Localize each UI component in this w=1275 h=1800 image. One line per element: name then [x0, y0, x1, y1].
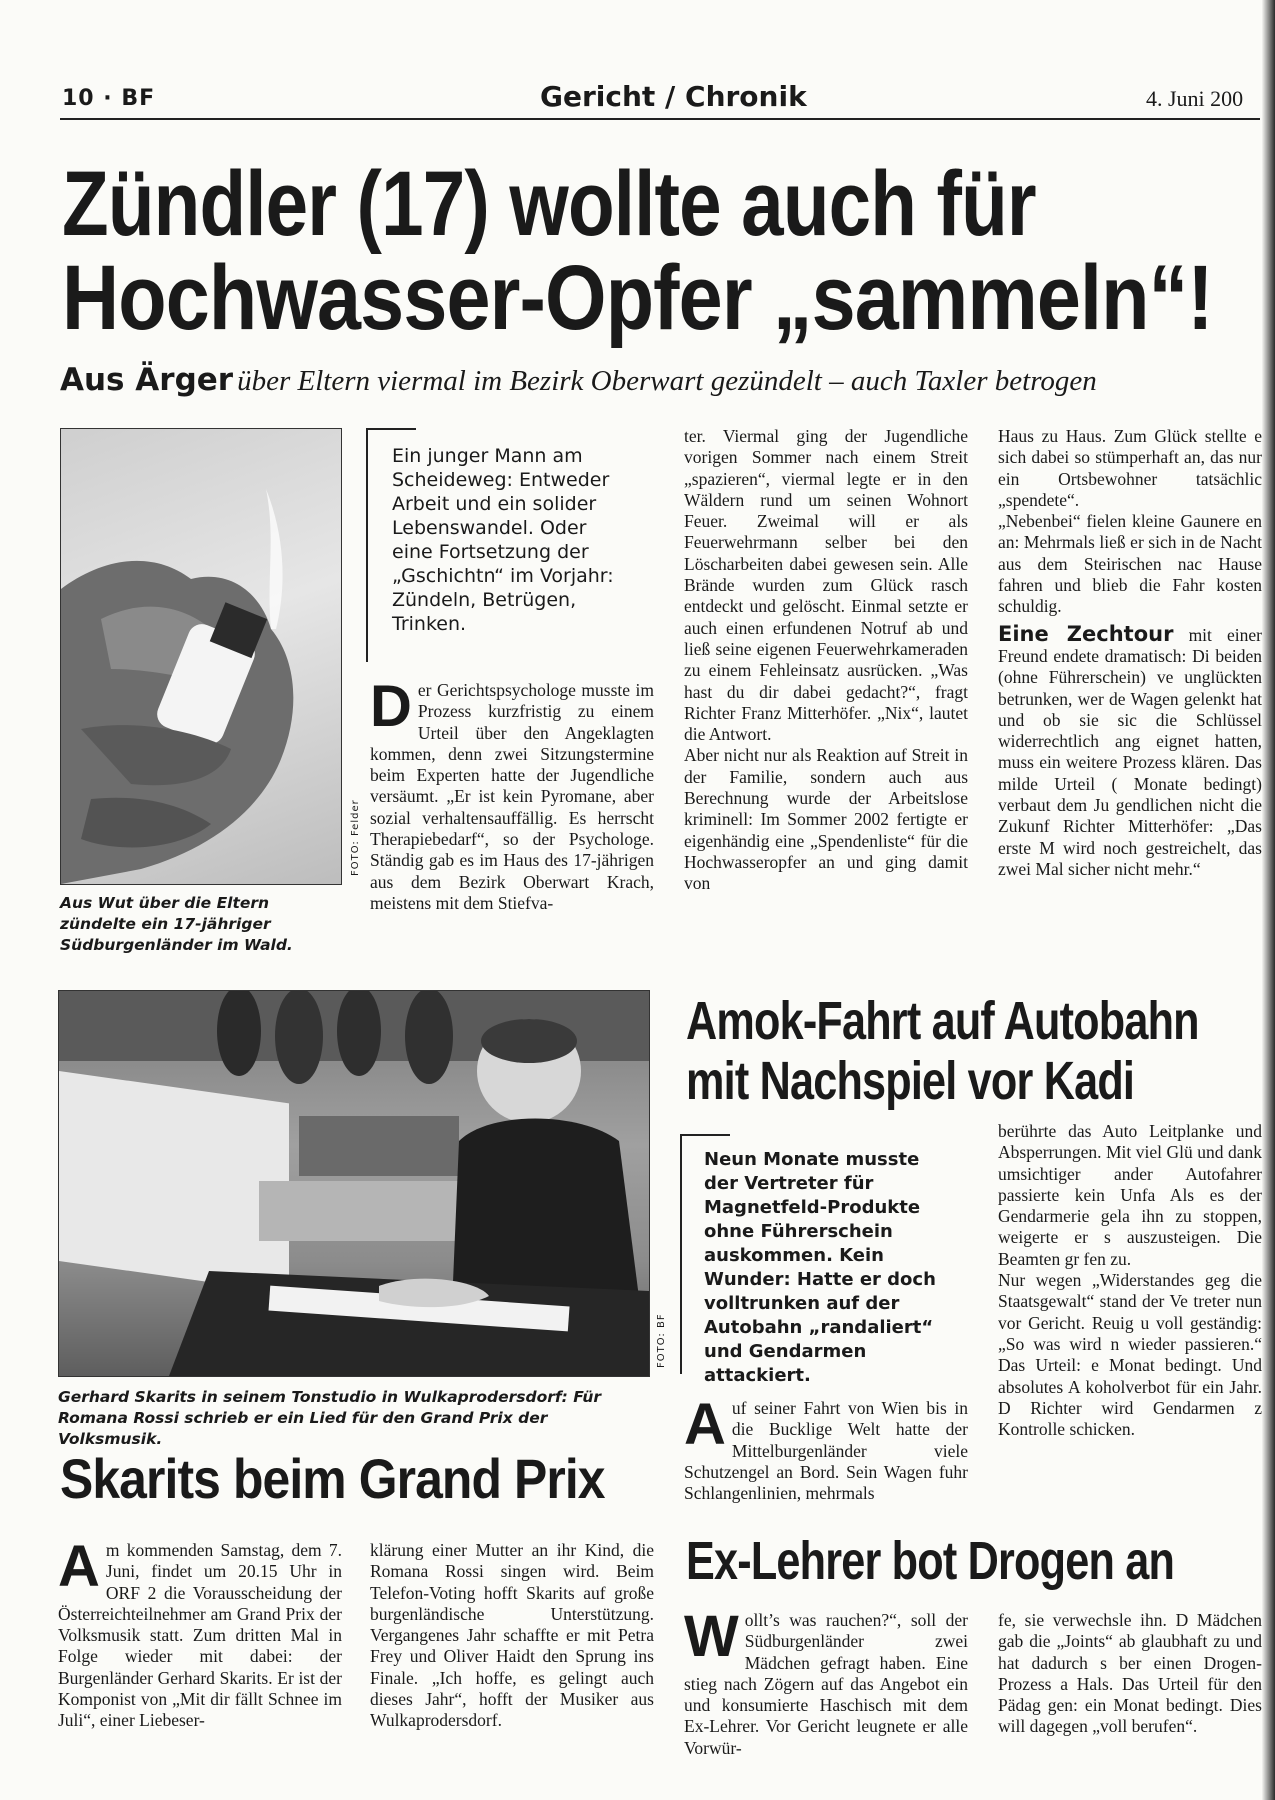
amok-col2-p2: Nur wegen „Widerstandes geg die Staatsgewalt“ stand der Ve treter nun vor Gericht. Reuig u voll geständig: „So was wird n wieder passieren.“ Das Urteil: e Monat bedingt. Und absolutes A koholverbot für ein Jahr. D Richter wird Gendarmen z Kontrolle schicken.: [998, 1270, 1262, 1440]
amok-body-col1: [684, 1392, 968, 1504]
subhead-text: über Eltern viermal im Bezirk Oberwart gezündelt – auch Taxler betrogen: [237, 365, 1097, 397]
main-col3-p3: [998, 621, 1262, 881]
skarits-col2-text: klärung einer Mutter an ihr Kind, die Romana Rossi singen wird. Beim Telefon-Voting hofft Skarits auf große burgenländische Unterstützung. Vergangenes Jahr schaffte er mit Petra Frey und Oliver Haidt den Sprung ins Finale. „Ich hoffe, es gelingt auch dieses Jahr“, hofft der Musiker aus Wulkaprodersdorf.: [370, 1540, 654, 1731]
skarits-body-col1: [58, 1534, 342, 1732]
page-number: [62, 86, 155, 111]
lehrer-headline: Ex-Lehrer bot Drogen an: [686, 1531, 1175, 1591]
drop-cap-a-skarits: A: [58, 1534, 100, 1599]
main-col2-p1: ter. Viermal ging der Jugendliche vorigen Sommer nach einem Streit „spazieren“, viermal legte er in den Wäldern rund um seinen Wohnort Feuer. Zweimal will er als Feuerwehrmann selber bei den Löscharbeiten dabei gewesen sein. Alle Brände wurden zum Glück rasch entdeckt und gelöscht. Einmal setzte er auch einen erfundenen Notruf ab und ließ seine eigenen Feuerwehrkameraden zu einem Fehleinsatz ausrücken. „Was hast du dir dabei gedacht?“, fragt Richter Franz Mitterhöfer. „Nix“, lautet die Antwort.: [684, 426, 968, 745]
issue-date: 4. Juni 200: [1146, 86, 1244, 111]
paper-name: BF: [121, 86, 156, 111]
skarits-body-col2: [370, 1540, 654, 1732]
main-subhead: [60, 362, 1097, 398]
subhead-bold: Aus Ärger: [60, 362, 234, 398]
main-headline-2: Hochwasser-Opfer „sammeln“!: [62, 247, 1213, 349]
amok-lead: Neun Monate musste der Vertreter für Magnetfeld-Produkte ohne Führerschein auskommen. Kein Wunder: Hatte er doch volltrunken auf der Autobahn „randaliert“ und Gendarmen attackiert.: [704, 1149, 936, 1386]
lehrer-col2-text: fe, sie verwechsle ihn. D Mädchen gab die „Joints“ ab glaubhaft zu und hat dadurch s ber einen Drogen-Prozess a Hals. Das Urteil für den Pädag gen: ein Monat bedingt. Dies will dagegen „voll berufen“.: [998, 1610, 1262, 1737]
hand-with-lighter-icon: [61, 429, 341, 884]
amok-col2-p1: berührte das Auto Leitplanke und Absperrungen. Mit viel Glü und dank umsichtiger ander Autofahrer passierte kein Unfa Als es der Gendarmerie gela ihn zu stoppen, weigerte er s auszusteigen. Die Beamten gr fen zu.: [998, 1121, 1262, 1269]
amok-body-col2: [998, 1121, 1262, 1440]
page-num: 10: [62, 86, 95, 111]
zechtour-subhead: Eine Zechtour: [998, 621, 1174, 646]
amok-col1-text: uf seiner Fahrt von Wien bis in die Bucklige Welt hatte der Mittelburgenländer viele Schutzengel an Bord. Sein Wagen fuhr Schlangenlinien, mehrmals: [684, 1398, 968, 1504]
lead-box-rule-h: [366, 428, 416, 430]
photo-credit-bf: FOTO: BF: [656, 1313, 667, 1368]
amok-headline-1: Amok-Fahrt auf Autobahn: [686, 991, 1199, 1051]
studio-caption: Gerhard Skarits in seinem Tonstudio in Wulkaprodersdorf: Für Romana Rossi schrieb er ein Lied für den Grand Prix der Volksmusik.: [58, 1388, 602, 1448]
amok-box-rule-h: [680, 1134, 730, 1136]
amok-box-rule-v: [680, 1134, 682, 1374]
lehrer-col1-text: ollt’s was rauchen?“, soll der Südburgenländer zwei Mädchen gefragt haben. Eine stieg nach Zögern auf das Angebot ein und konsumierte Haschisch mit dem Ex-Lehrer. Vor Gericht leugnete er alle Vorwür-: [684, 1610, 968, 1758]
musician-at-keyboard-icon: [59, 991, 649, 1376]
main-lead: Ein junger Mann am Scheideweg: Entweder Arbeit und ein solider Lebenswandel. Oder eine Fortsetzung der „Gschichtn“ im Vorjahr: Zündeln, Betrügen, Trinken.: [392, 445, 614, 635]
page-edge-shadow: [1262, 0, 1275, 1800]
studio-photo: [58, 990, 650, 1377]
lehrer-body-col2: [998, 1610, 1262, 1738]
main-body-col3: [998, 426, 1262, 880]
lead-box-rule-v: [366, 428, 368, 662]
main-body-col2: [684, 426, 968, 895]
main-col2-p2: Aber nicht nur als Reaktion auf Streit in der Familie, sondern auch aus Berechnung wurde der Arbeitslose kriminell: Im Sommer 2002 fertigte er eigenhändig eine „Spendenliste“ für die Hochwasseropfer an und ging damit von: [684, 745, 968, 894]
drop-cap-d: D: [370, 674, 412, 739]
main-col3-p3-text: mit einer Freund endete dramatisch: Di beiden (ohne Führerschein) ve unglückten betrunken, wer de Wagen gelenkt hat und ob sie sic die Schlüssel widerrechtlich ang eignet hatten, muss ein weitere Prozess klären. Das milde Urteil ( Monate bedingt) verbaut dem Ju gendlichen nicht die Zukunf Richter Mitterhöfer: „Das erste M wird noch gestreichelt, das zwei Mal sicher nicht mehr.“: [998, 624, 1262, 879]
photo-credit-felder: FOTO: Felder: [350, 799, 361, 876]
main-body-col1: [370, 674, 654, 914]
main-col1-text: er Gerichtspsychologe musste im Prozess kurzfristig zu einem Urteil über den Angeklagten kommen, denn zwei Sitzungstermine beim Experten hatte der Jugendliche versäumt. „Er ist kein Pyromane, aber sozial verhaltensauffällig. Es herrscht Therapiebedarf“, so der Psychologe. Ständig gab es im Haus des 17-jährigen aus dem Bezirk Oberwart Krach, meistens mit dem Stiefva-: [370, 680, 654, 913]
lehrer-body-col1: [684, 1604, 968, 1759]
header-dot: ·: [94, 86, 122, 111]
header-rule: [60, 118, 1260, 120]
amok-headline-2: mit Nachspiel vor Kadi: [686, 1051, 1135, 1111]
section-title: Gericht / Chronik: [540, 80, 807, 113]
main-col3-p1: Haus zu Haus. Zum Glück stellte e sich dabei so stümperhaft an, das nur ein Ortsbewohner tatsächlic „spendete“.: [998, 426, 1262, 510]
skarits-headline: Skarits beim Grand Prix: [60, 1447, 605, 1510]
main-headline-1: Zündler (17) wollte auch für: [62, 153, 1036, 255]
drop-cap-w: W: [684, 1604, 739, 1669]
lighter-photo: [60, 428, 342, 885]
main-col3-p2: „Nebenbei“ fielen kleine Gaunere en an: Mehrmals ließ er sich in de Nacht aus dem Steirischen nac Hause fahren und blieb die Fahr kosten schuldig.: [998, 511, 1262, 617]
drop-cap-a-amok: A: [684, 1392, 726, 1457]
skarits-col1-text: m kommenden Samstag, dem 7. Juni, findet um 20.15 Uhr in ORF 2 die Vorausscheidung der Österreichteilnehmer am Grand Prix der Volksmusik statt. Zum dritten Mal in Folge wieder mit dabei: der Burgenländer Gerhard Skarits. Er ist der Komponist von „Mit dir fällt Schnee im Juli“, einer Liebeser-: [58, 1540, 342, 1731]
lighter-caption: Aus Wut über die Eltern zündelte ein 17-jähriger Südburgenländer im Wald.: [60, 894, 293, 954]
